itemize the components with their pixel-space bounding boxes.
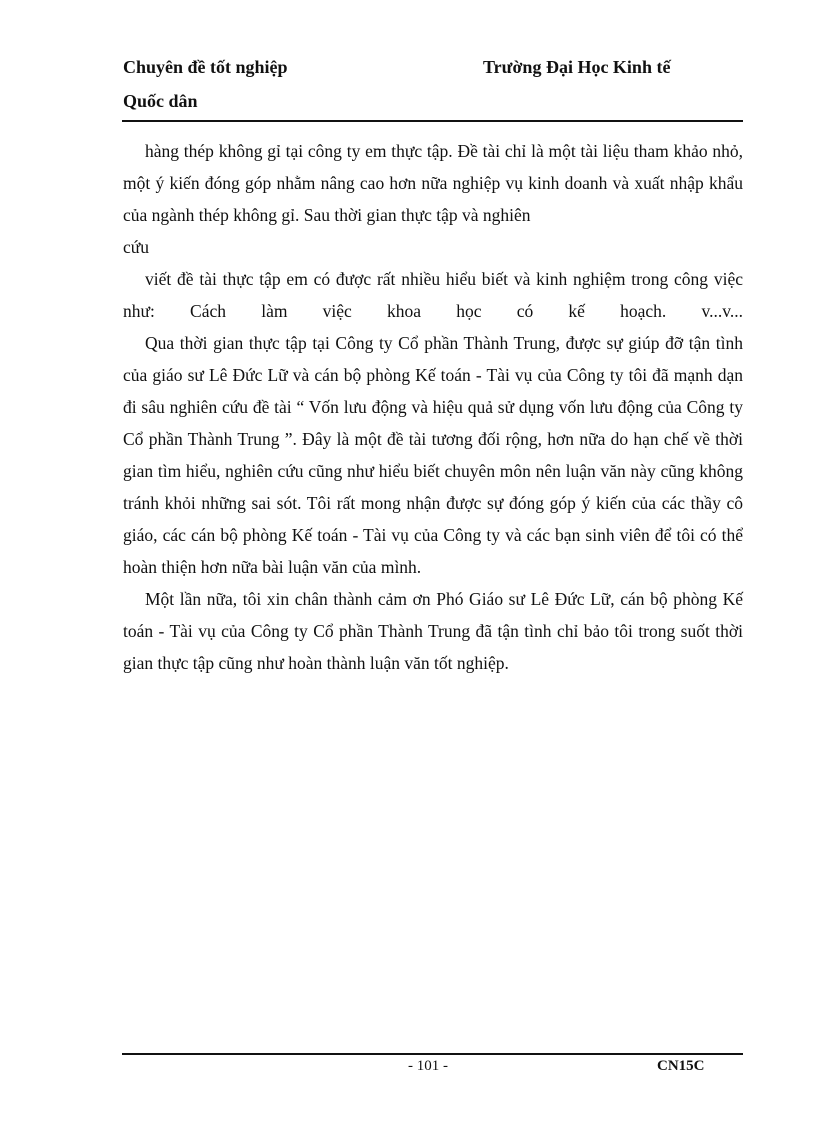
header-left (123, 50, 288, 118)
paragraph-1: hàng thép không gỉ tại công ty em thực tập. Đề tài chỉ là một tài liệu tham khảo nhỏ, một ý kiến đóng góp nhằm nâng cao hơn nữa nghiệp vụ kinh doanh và xuất nhập khẩu của ngành thép không gỉ. Sau thời gian thực tập và nghiên (123, 141, 743, 225)
paragraph-1-tail: cứu (123, 237, 150, 257)
header-title-line1: Chuyên đề tốt nghiệp (123, 57, 288, 77)
footer-divider (122, 1053, 743, 1055)
paragraph-3: Qua thời gian thực tập tại Công ty Cổ phần Thành Trung, được sự giúp đỡ tận tình của giáo sư Lê Đức Lữ và cán bộ phòng Kế toán - Tài vụ của Công ty tôi đã mạnh dạn đi sâu nghiên cứu đề tài “ Vốn lưu động và hiệu quả sử dụng vốn lưu động của Công ty Cổ phần Thành Trung ”. Đây là một đề tài tương đối rộng, hơn nữa do hạn chế về thời gian tìm hiểu, nghiên cứu cũng như hiểu biết chuyên môn nên luận văn này cũng không tránh khỏi những sai sót. Tôi rất mong nhận được sự đóng góp ý kiến của các thầy cô giáo, các cán bộ phòng Kế toán - Tài vụ của Công ty và các bạn sinh viên để tôi có thể hoàn thiện hơn nữa bài luận văn của mình. (123, 333, 743, 577)
header-divider (122, 120, 743, 122)
paragraph-2: viết đề tài thực tập em có được rất nhiều hiểu biết và kinh nghiệm trong công việc như: Cách làm việc khoa học có kế hoạch. v...v... (123, 269, 743, 321)
document-body (123, 135, 743, 679)
header-title-line2: Quốc dân (123, 91, 198, 111)
paragraph-4: Một lần nữa, tôi xin chân thành cảm ơn Phó Giáo sư Lê Đức Lữ, cán bộ phòng Kế toán - Tài vụ của Công ty Cổ phần Thành Trung đã tận tình chỉ bảo tôi trong suốt thời gian thực tập cũng như hoàn thành luận văn tốt nghiệp. (123, 589, 743, 673)
header-university: Trường Đại Học Kinh tế (483, 57, 671, 77)
page-number: - 101 - (408, 1058, 448, 1074)
page-header (123, 46, 743, 122)
document-code: CN15C (657, 1058, 705, 1074)
